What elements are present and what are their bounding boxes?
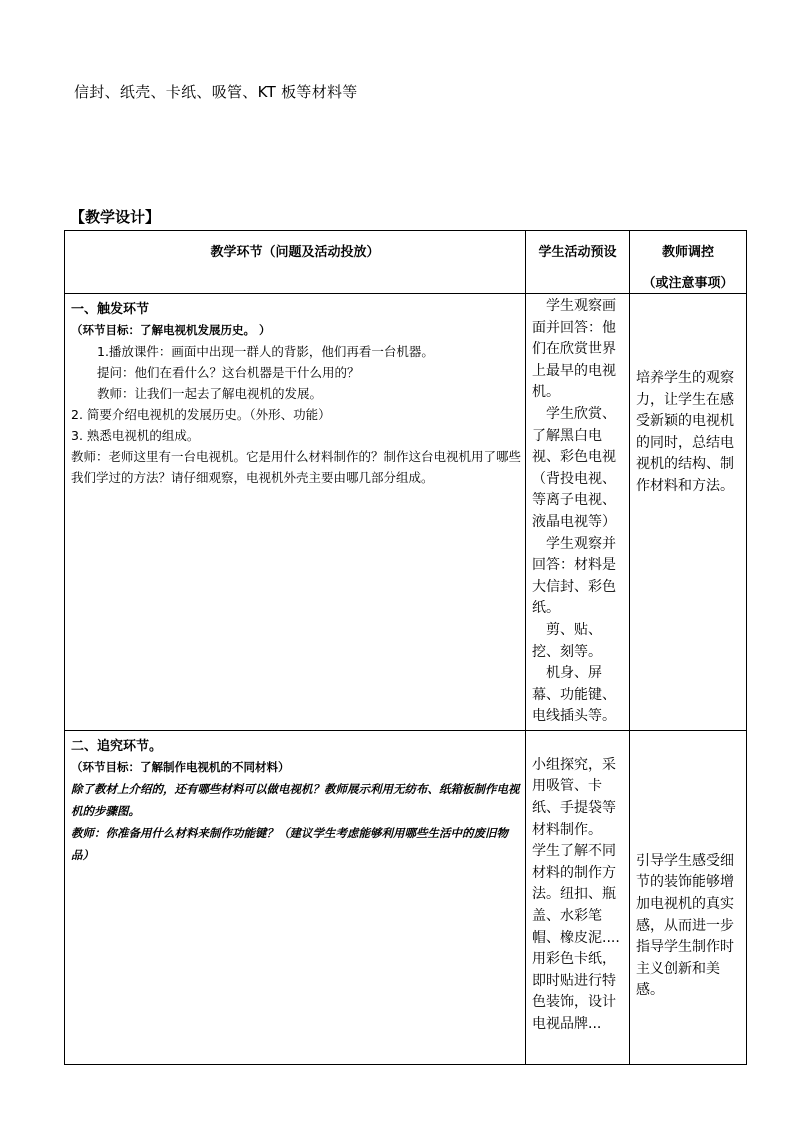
row2-goal: （环节目标：了解制作电视机的不同材料） — [71, 759, 290, 774]
materials-line: 信封、纸壳、卡纸、吸管、KT 板等材料等 — [74, 83, 358, 101]
header-teacher: 教师调控 （或注意事项） — [630, 231, 747, 294]
table-row — [65, 294, 747, 731]
row2-activity — [65, 730, 526, 1064]
row2-teacher-text: 引导学生感受细节的装饰能够增加电视机的真实感，从而进一步指导学生制作时主义创新和美感。 — [636, 852, 734, 999]
row2-student-text: 学生了解不同材料的制作方法。纽扣、瓶盖、水彩笔帽、橡皮泥.... — [532, 843, 620, 946]
header-activity: 教学环节（问题及活动投放） — [65, 231, 526, 294]
row2-line: 除了教材上介绍的，还有哪些材料可以做电视机？教师展示利用无纺布、纸箱板制作电视机的步骤图。 — [71, 781, 520, 818]
teaching-design-table — [64, 230, 747, 1065]
row1-title: 一、触发环节 — [71, 302, 150, 317]
section-title: 【教学设计】 — [70, 208, 161, 226]
row1-student-text: 学生观察画面并回答：他们在欣赏世界上最早的电视机。 — [532, 298, 616, 401]
header-student: 学生活动预设 — [526, 231, 630, 294]
row1-teacher-text: 培养学生的观察力，让学生在感受新颖的电视机的同时，总结电视机的结构、制作材料和方法。 — [636, 370, 734, 494]
row2-student-text: 用彩色卡纸，即时贴进行特色装饰，设计电视品牌... — [532, 951, 616, 1032]
row1-student-text: 机身、屏幕、功能键、电线插头等。 — [532, 665, 616, 725]
row2-student — [526, 730, 630, 1064]
row1-goal: （环节目标：了解电视机发展历史。 ） — [71, 323, 271, 337]
row1-line: 提问：他们在看什么？这台机器是干什么用的？ — [97, 365, 360, 380]
row2-title: 二、追究环节。 — [71, 738, 163, 754]
row1-line: 3. 熟悉电视机的组成。 — [71, 428, 200, 443]
row1-student-text: 剪、贴、挖、刻等。 — [532, 621, 602, 660]
row1-line: 1.播放课件：画面中出现一群人的背影，他们再看一台机器。 — [97, 344, 434, 359]
row1-activity — [65, 294, 526, 731]
row1-line: 教师：老师这里有一台电视机。它是用什么材料制作的？制作这台电视机用了哪些我们学过的方法？请仔细观察，电视机外壳主要由哪几部分组成。 — [71, 449, 522, 485]
row1-student-text: 学生欣赏、了解黑白电视、彩色电视（背投电视、等离子电视、液晶电视等） — [532, 405, 616, 530]
row1-student-text: 学生观察并回答：材料是大信封、彩色纸。 — [532, 535, 616, 617]
row2-student-text: 小组探究，采用吸管、卡纸、手提袋等材料制作。 — [532, 756, 616, 838]
table-row — [65, 730, 747, 1064]
row1-line: 2. 简要介绍电视机的发展历史。（外形、功能） — [71, 407, 331, 422]
row1-student — [526, 294, 630, 731]
row2-teacher — [630, 730, 747, 1064]
row1-teacher — [630, 294, 747, 731]
row1-line: 教师：让我们一起去了解电视机的发展。 — [97, 386, 323, 401]
row2-line: 教师：你准备用什么材料来制作功能键？（建议学生考虑能够利用哪些生活中的废旧物品） — [71, 825, 508, 862]
table-header-row — [65, 231, 747, 294]
